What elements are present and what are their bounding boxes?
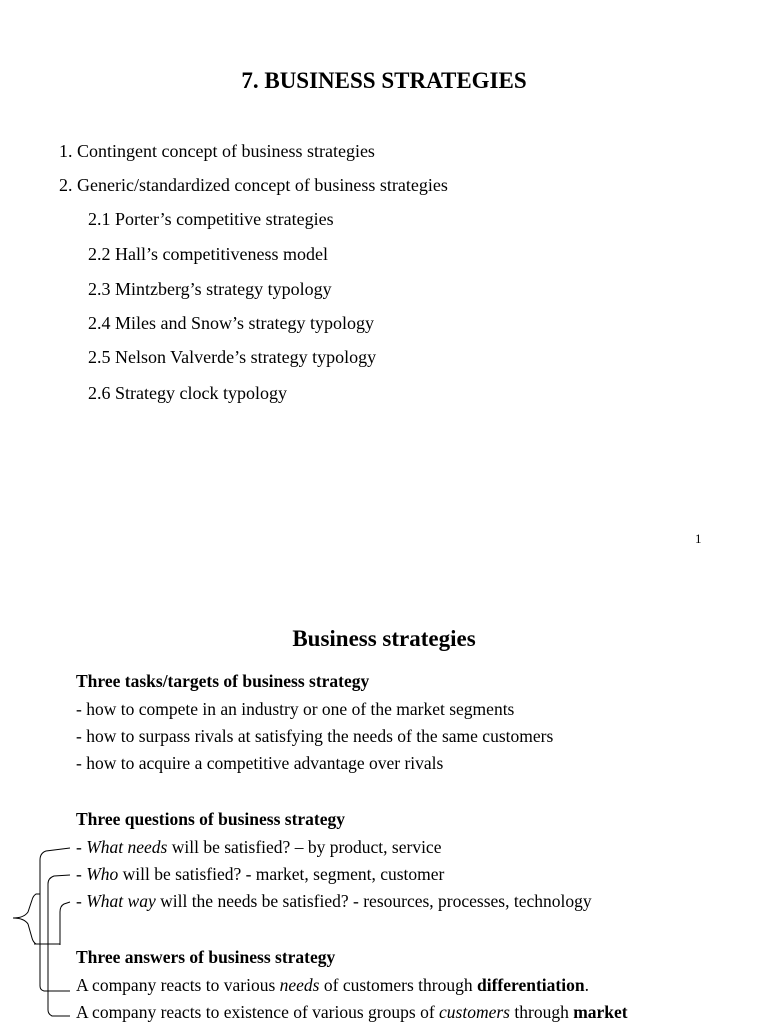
brace-left: [13, 894, 48, 944]
section-title: Business strategies: [292, 626, 476, 651]
question-3-emphasis: What way: [86, 891, 156, 911]
outline-subitem-2-5: 2.5 Nelson Valverde’s strategy typology: [88, 347, 377, 367]
outline-subitem-2-6: 2.6 Strategy clock typology: [88, 383, 287, 403]
answer-1-text-c: .: [584, 975, 589, 995]
outline-subitem-2-4: 2.4 Miles and Snow’s strategy typology: [88, 313, 374, 333]
answer-1-text-b: of customers through: [319, 975, 477, 995]
question-2-text: will be satisfied? - market, segment, customer: [118, 864, 445, 884]
bracket-question-1: [40, 848, 70, 991]
bracket-question-2: [48, 875, 70, 1016]
questions-heading: Three questions of business strategy: [76, 809, 346, 829]
outline-item-2: 2. Generic/standardized concept of business strategies: [59, 175, 448, 195]
task-line-2: - how to surpass rivals at satisfying the needs of the same customers: [76, 726, 554, 746]
answer-1-emphasis: needs: [279, 975, 320, 995]
page-number: 1: [695, 531, 702, 546]
outline-subitem-2-1: 2.1 Porter’s competitive strategies: [88, 209, 334, 229]
task-line-1: - how to compete in an industry or one of the market segments: [76, 699, 515, 719]
question-1-text: will be satisfied? – by product, service: [167, 837, 442, 857]
outline-subitem-2-2: 2.2 Hall’s competitiveness model: [88, 244, 328, 264]
question-3-prefix: -: [76, 891, 87, 911]
outline-item-1: 1. Contingent concept of business strategies: [59, 141, 375, 161]
question-1-prefix: -: [76, 837, 87, 857]
page-title: 7. BUSINESS STRATEGIES: [241, 68, 527, 93]
answer-1-text-a: A company reacts to various: [76, 975, 280, 995]
question-2-prefix: -: [76, 864, 87, 884]
question-2-emphasis: Who: [86, 864, 119, 884]
answer-2-strong: market: [573, 1002, 628, 1022]
answer-1-strong: differentiation: [476, 975, 585, 995]
question-1-emphasis: What needs: [86, 837, 168, 857]
answer-2-text-a: A company reacts to existence of various groups of: [76, 1002, 440, 1022]
answers-heading: Three answers of business strategy: [76, 947, 336, 967]
answer-2-text-b: through: [510, 1002, 574, 1022]
answer-2-emphasis: customers: [439, 1002, 510, 1022]
question-3-text: will the needs be satisfied? - resources, processes, technology: [155, 891, 592, 911]
task-line-3: - how to acquire a competitive advantage over rivals: [76, 753, 444, 773]
outline-subitem-2-3: 2.3 Mintzberg’s strategy typology: [88, 279, 332, 299]
tasks-heading: Three tasks/targets of business strategy: [76, 671, 370, 691]
bracket-question-3: [60, 902, 70, 945]
